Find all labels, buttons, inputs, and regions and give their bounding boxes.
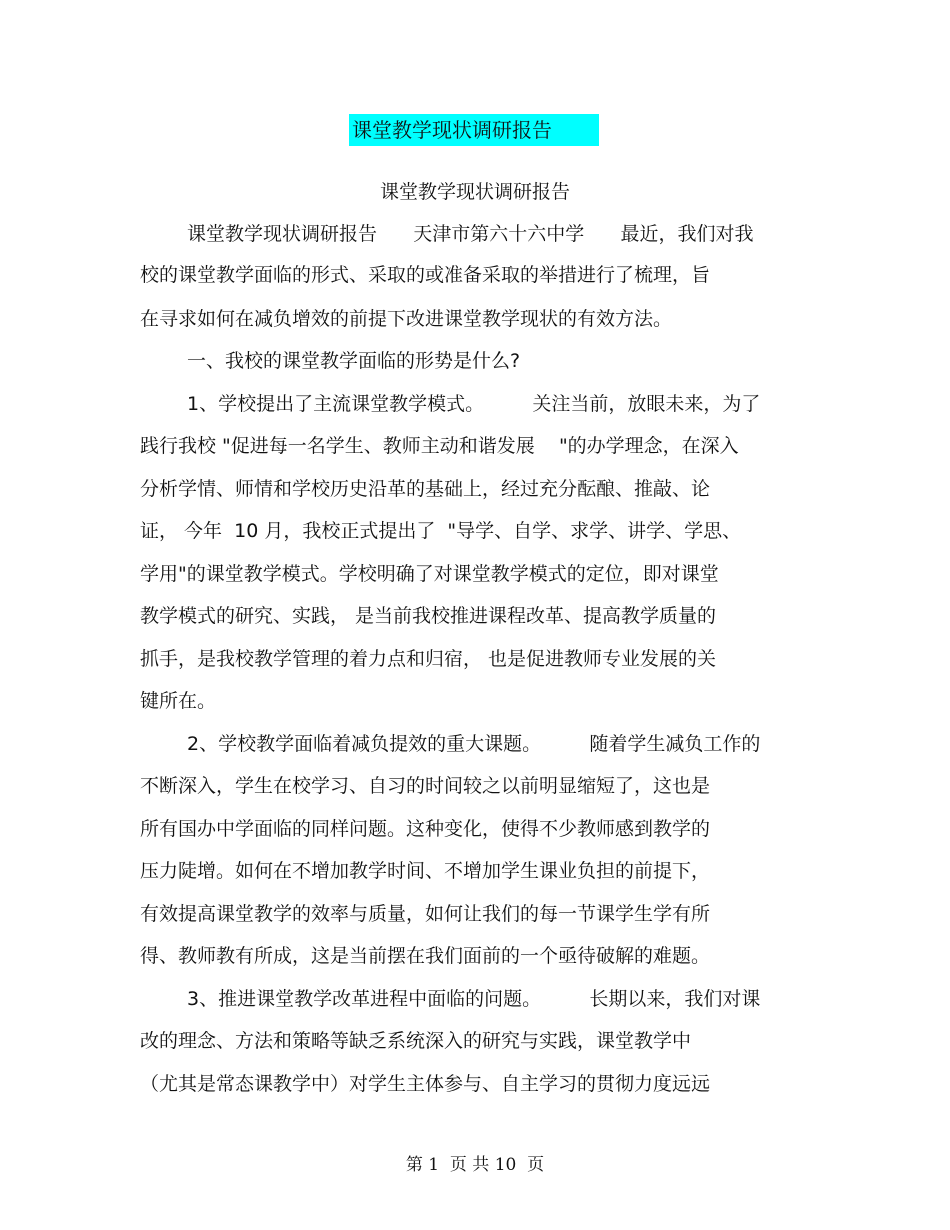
page-footer: 第 1 页 共 10 页	[405, 1155, 545, 1175]
body-line: 课堂教学现状调研报告 天津市第六十六中学 最近，我们对我	[187, 223, 754, 245]
body-line: 3、推进课堂教学改革进程中面临的问题。 长期以来，我们对课	[187, 988, 761, 1010]
body-line: 校的课堂教学面临的形式、采取的或准备采取的举措进行了梳理，旨	[140, 264, 711, 286]
body-line: 分析学情、师情和学校历史沿革的基础上，经过充分酝酿、推敲、论	[140, 478, 711, 500]
document-subtitle: 课堂教学现状调研报告	[379, 181, 570, 203]
body-line: 学用"的课堂教学模式。学校明确了对课堂教学模式的定位，即对课堂	[140, 563, 719, 585]
body-line: 抓手，是我校教学管理的着力点和归宿， 也是促进教师专业发展的关	[140, 648, 717, 670]
body-line: 压力陡增。如何在不增加教学时间、不增加学生课业负担的前提下，	[140, 860, 711, 882]
body-line: 在寻求如何在减负增效的前提下改进课堂教学现状的有效方法。	[140, 308, 673, 330]
body-line: 1、学校提出了主流课堂教学模式。 关注当前，放眼未来，为了	[187, 393, 761, 415]
section-heading: 一、我校的课堂教学面临的形势是什么?	[187, 350, 521, 372]
body-line: 键所在。	[140, 690, 217, 712]
body-line: 改的理念、方法和策略等缺乏系统深入的研究与实践，课堂教学中	[140, 1030, 692, 1052]
body-line: 得、教师教有所成，这是当前摆在我们面前的一个亟待破解的难题。	[140, 945, 711, 967]
body-line: 不断深入，学生在校学习、自习的时间较之以前明显缩短了，这也是	[140, 775, 711, 797]
document-title: 课堂教学现状调研报告	[352, 118, 552, 142]
body-line: 教学模式的研究、实践， 是当前我校推进课程改革、提高教学质量的	[140, 605, 717, 627]
body-line: 所有国办中学面临的同样问题。这种变化，使得不少教师感到教学的	[140, 818, 711, 840]
body-line: 证， 今年 10 月，我校正式提出了 "导学、自学、求学、讲学、学思、	[140, 520, 742, 542]
body-line: 2、学校教学面临着减负提效的重大课题。 随着学生减负工作的	[187, 733, 761, 755]
body-line: （尤其是常态课教学中）对学生主体参与、自主学习的贯彻力度远远	[140, 1073, 711, 1095]
body-line: 有效提高课堂教学的效率与质量，如何让我们的每一节课学生学有所	[140, 903, 711, 925]
body-line: 践行我校 "促进每一名学生、教师主动和谐发展 "的办学理念，在深入	[140, 435, 739, 457]
